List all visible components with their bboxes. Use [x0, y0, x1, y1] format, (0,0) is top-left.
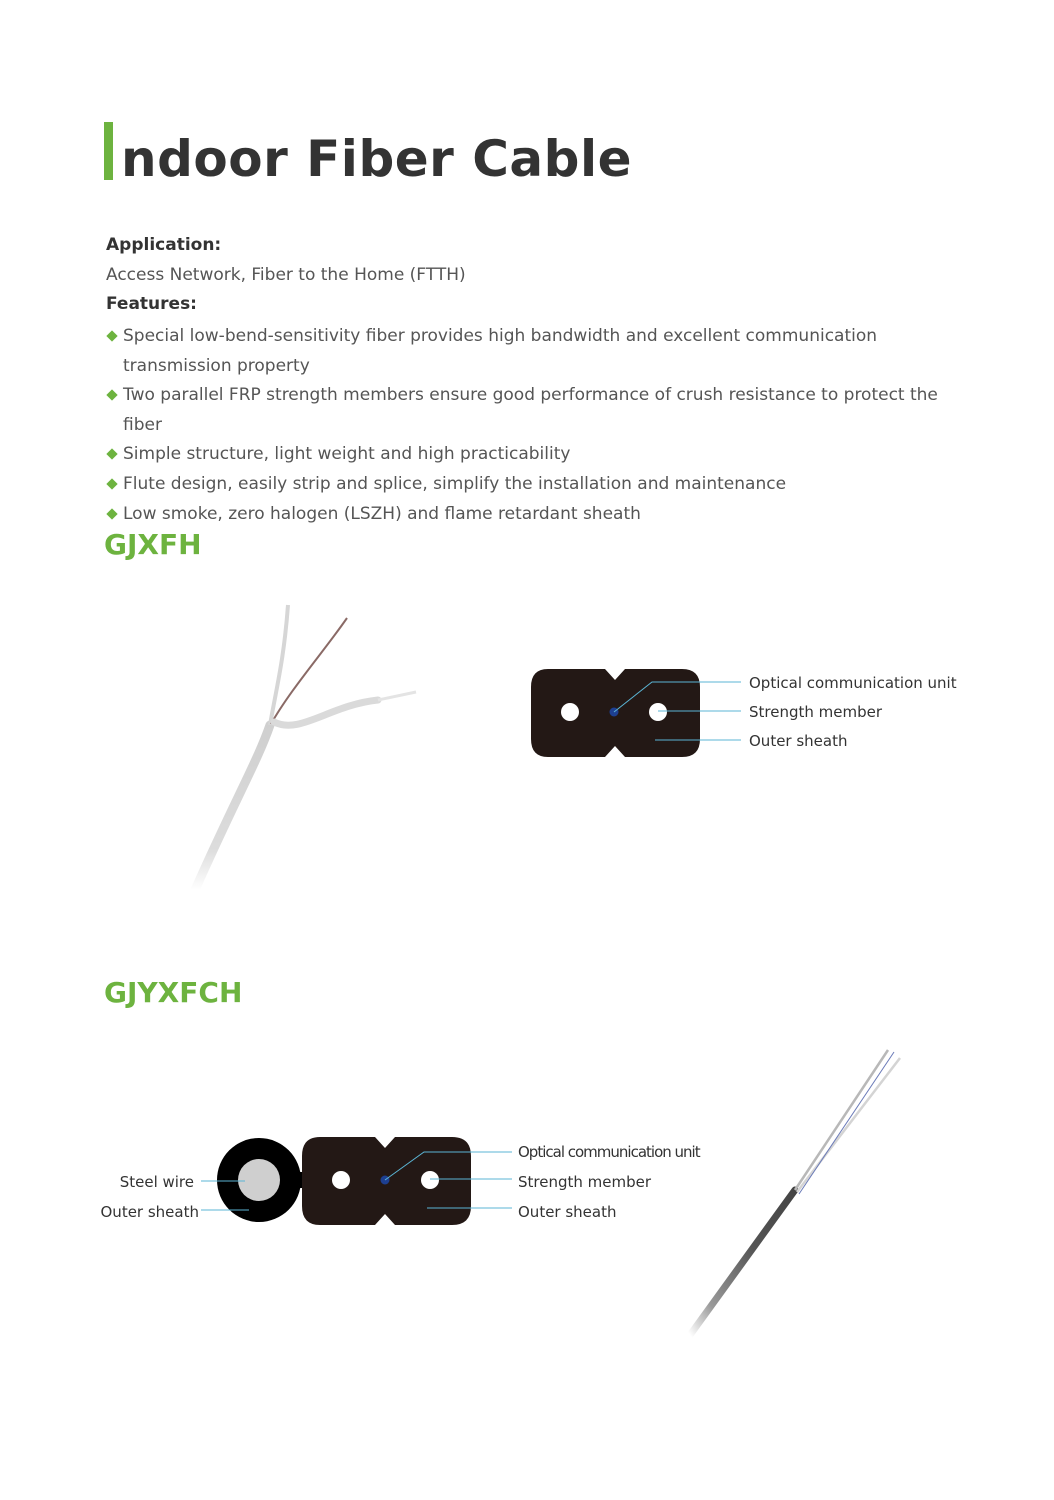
application-heading: Application: [106, 235, 222, 255]
gjxfh-cable-photo [195, 605, 416, 890]
label-outer-sheath: Outer sheath [749, 732, 848, 750]
strength-member-icon [561, 703, 579, 721]
feature-item: Flute design, easily strip and splice, simplify the installation and maintenance [106, 470, 946, 500]
model-heading-gjyxfch: GJYXFCH [104, 976, 243, 1009]
feature-item: Special low-bend-sensitivity fiber provides high bandwidth and excellent communication transmission property [106, 322, 946, 381]
feature-item: Low smoke, zero halogen (LSZH) and flame retardant sheath [106, 500, 946, 530]
strength-member-icon [332, 1171, 350, 1189]
model-heading-gjxfh: GJXFH [104, 528, 202, 561]
label-outer-sheath: Outer sheath [518, 1203, 617, 1221]
label-optical-unit: Optical communication unit [518, 1143, 700, 1161]
gjyxfch-cross-section [101, 1137, 701, 1225]
gjyxfch-cable-photo [690, 1050, 900, 1335]
gjxfh-cross-section [531, 669, 957, 757]
label-steel-wire: Steel wire [119, 1173, 194, 1191]
strength-member-icon [649, 703, 667, 721]
feature-item: Two parallel FRP strength members ensure good performance of crush resistance to protect the fiber [106, 381, 946, 440]
label-outer-sheath-left: Outer sheath [100, 1203, 199, 1221]
label-strength-member: Strength member [749, 703, 883, 721]
page-title: ndoor Fiber Cable [121, 130, 632, 188]
steel-wire-icon [238, 1159, 280, 1201]
feature-item: Simple structure, light weight and high practicability [106, 440, 946, 470]
application-text: Access Network, Fiber to the Home (FTTH) [106, 265, 466, 285]
strength-member-icon [421, 1171, 439, 1189]
features-heading: Features: [106, 294, 197, 314]
label-optical-unit: Optical communication unit [749, 674, 957, 692]
label-strength-member: Strength member [518, 1173, 652, 1191]
